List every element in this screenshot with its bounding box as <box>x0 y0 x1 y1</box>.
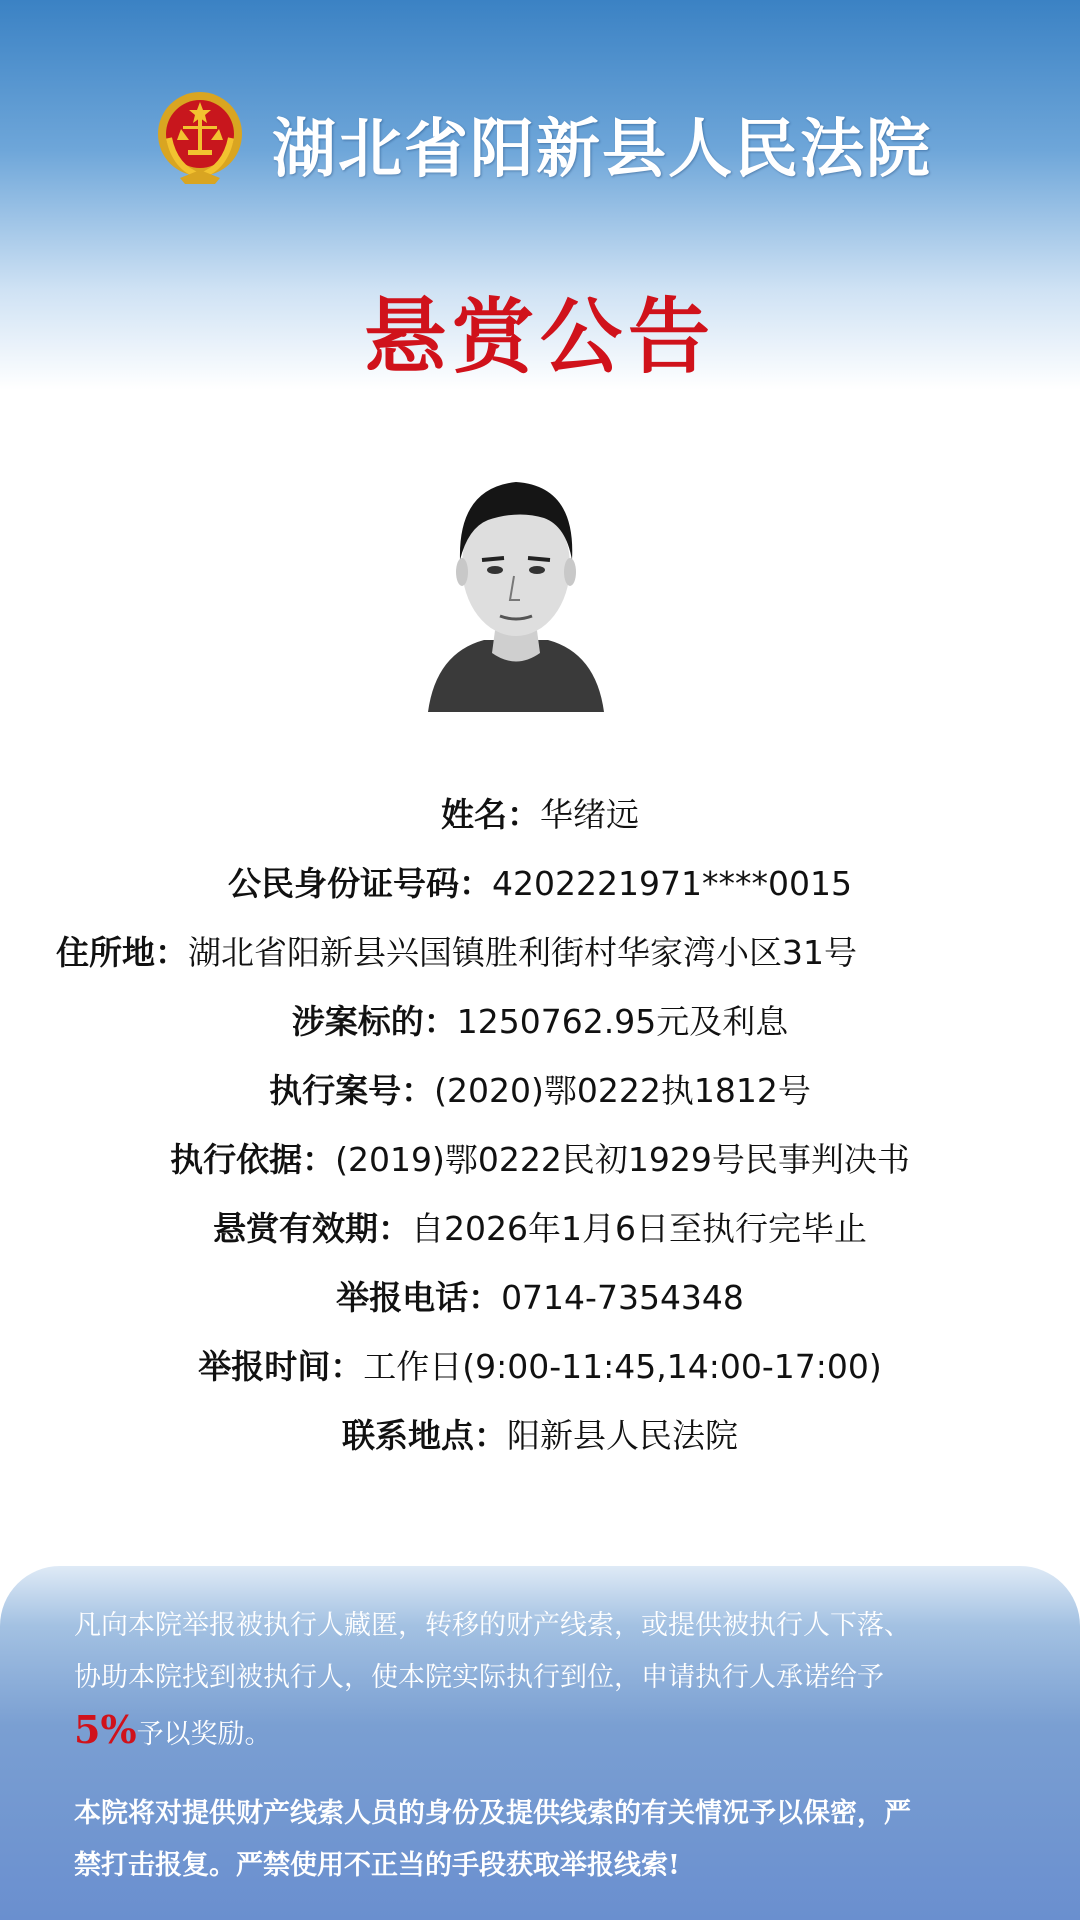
notice-title: 悬赏公告 <box>363 290 716 385</box>
phone-label: 举报电话： <box>336 1278 502 1317</box>
reward-line-1: 凡向本院举报被执行人藏匿，转移的财产线索，或提供被执行人下落、 <box>74 1610 911 1641</box>
reward-line-3 <box>74 1704 1034 1761</box>
person-photo <box>418 448 614 712</box>
info-row-name <box>0 780 1080 849</box>
header-banner <box>0 0 1080 320</box>
time-value: 工作日(9:00-11:45,14:00-17:00) <box>363 1347 882 1386</box>
basis-value: (2019)鄂0222民初1929号民事判决书 <box>335 1140 910 1179</box>
reward-paragraph <box>74 1600 1034 1761</box>
reward-line-3-text: 予以奖励。 <box>136 1719 272 1750</box>
location-value: 阳新县人民法院 <box>507 1416 738 1455</box>
id-value: 4202221971****0015 <box>492 864 852 903</box>
phone-value: 0714-7354348 <box>501 1278 744 1317</box>
subject-value: 1250762.95元及利息 <box>456 1002 789 1041</box>
confidentiality-paragraph <box>74 1788 1034 1892</box>
info-row-address <box>0 918 1080 987</box>
reward-percent: 5% <box>74 1707 137 1752</box>
case-label: 执行案号： <box>269 1071 435 1110</box>
address-label: 住所地： <box>56 933 188 972</box>
name-label: 姓名： <box>441 795 540 834</box>
validity-value: 自2026年1月6日至执行完毕止 <box>411 1209 867 1248</box>
info-row-phone <box>0 1263 1080 1332</box>
case-value: (2020)鄂0222执1812号 <box>434 1071 811 1110</box>
validity-label: 悬赏有效期： <box>213 1209 411 1248</box>
info-row-subject <box>0 987 1080 1056</box>
info-row-id <box>0 849 1080 918</box>
location-label: 联系地点： <box>342 1416 507 1455</box>
info-row-location <box>0 1401 1080 1470</box>
reward-footer <box>0 1566 1080 1920</box>
subject-label: 涉案标的： <box>291 1002 457 1041</box>
info-list <box>0 780 1080 1470</box>
court-name: 湖北省阳新县人民法院 <box>272 112 932 187</box>
confidentiality-line-1: 本院将对提供财产线索人员的身份及提供线索的有关情况予以保密，严 <box>74 1798 911 1829</box>
info-row-validity <box>0 1194 1080 1263</box>
confidentiality-line-2: 禁打击报复。严禁使用不正当的手段获取举报线索! <box>74 1850 680 1881</box>
name-value: 华绪远 <box>540 795 639 834</box>
address-value: 湖北省阳新县兴国镇胜利街村华家湾小区31号 <box>188 933 857 972</box>
info-row-case <box>0 1056 1080 1125</box>
info-row-time <box>0 1332 1080 1401</box>
id-label: 公民身份证号码： <box>228 864 493 903</box>
info-row-basis <box>0 1125 1080 1194</box>
basis-label: 执行依据： <box>170 1140 336 1179</box>
reward-line-2: 协助本院找到被执行人，使本院实际执行到位，申请执行人承诺给予 <box>74 1662 884 1693</box>
time-label: 举报时间： <box>198 1347 364 1386</box>
court-emblem-icon <box>155 88 245 186</box>
